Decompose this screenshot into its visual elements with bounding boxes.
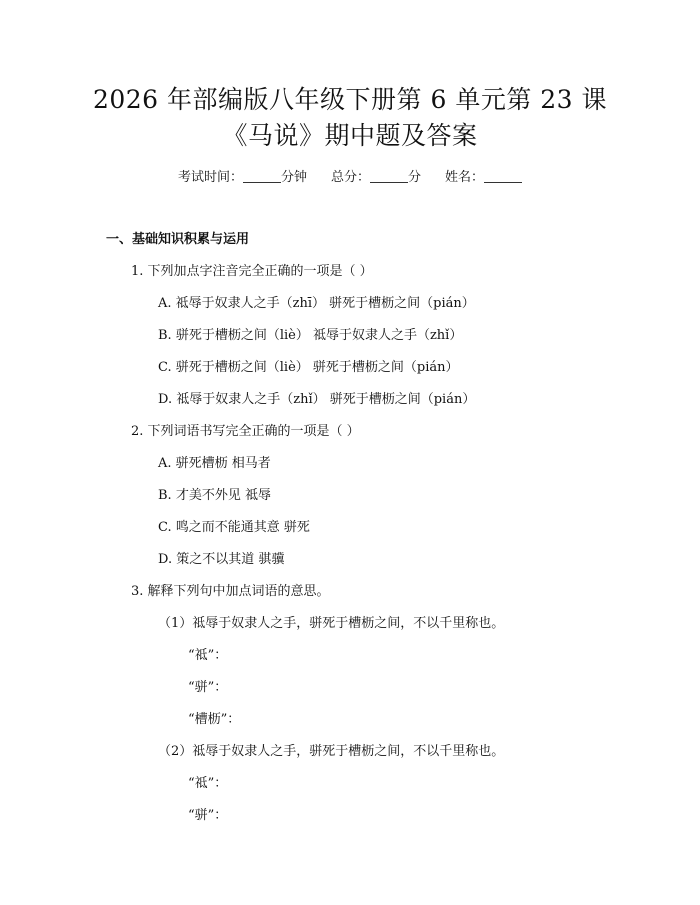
question-2-option-b: B. 才美不外见 祗辱 — [158, 488, 271, 503]
question-3-sub1-item: “槽枥”： — [188, 712, 241, 727]
question-3-sub2-item: “祗”： — [188, 776, 228, 791]
question-3-sub1: （1）祗辱于奴隶人之手，骈死于槽枥之间，不以千里称也。 — [158, 616, 505, 631]
name-label: 姓名： — [445, 170, 485, 185]
question-2-stem: 2. 下列词语书写完全正确的一项是（ ） — [131, 424, 360, 439]
question-3-sub2-item: “骈”： — [188, 808, 228, 823]
question-1-option-c: C. 骈死于槽枥之间（liè） 骈死于槽枥之间（pián） — [158, 360, 459, 375]
question-3-sub1-item: “祗”： — [188, 648, 228, 663]
time-unit: 分钟 — [280, 170, 307, 185]
question-1-option-a: A. 祗辱于奴隶人之手（zhī） 骈死于槽枥之间（pián） — [158, 296, 475, 311]
score-unit: 分 — [408, 170, 422, 185]
question-2-option-c: C. 鸣之而不能通其意 骈死 — [158, 520, 310, 535]
score-label: 总分： — [330, 170, 370, 185]
score-blank — [370, 168, 408, 183]
question-2-option-d: D. 策之不以其道 骐骥 — [158, 552, 285, 567]
question-3-sub2: （2）祗辱于奴隶人之手，骈死于槽枥之间，不以千里称也。 — [158, 744, 505, 759]
question-1-stem: 1. 下列加点字注音完全正确的一项是（ ） — [131, 264, 373, 279]
question-2-option-a: A. 骈死槽枥 相马者 — [158, 456, 271, 471]
question-1-option-d: D. 祗辱于奴隶人之手（zhǐ） 骈死于槽枥之间（pián） — [158, 392, 476, 407]
doc-title-line1: 2026 年部编版八年级下册第 6 单元第 23 课 — [92, 85, 608, 114]
exam-meta — [0, 168, 700, 188]
section-title: 一、基础知识积累与运用 — [106, 232, 250, 247]
doc-title-line2: 《马说》期中题及答案 — [222, 121, 478, 150]
name-blank — [484, 168, 522, 183]
time-label: 考试时间： — [177, 170, 243, 185]
question-3-sub1-item: “骈”： — [188, 680, 228, 695]
question-1-option-b: B. 骈死于槽枥之间（liè） 祗辱于奴隶人之手（zhǐ） — [158, 328, 463, 343]
question-3-stem: 3. 解释下列句中加点词语的意思。 — [131, 584, 330, 599]
time-blank — [243, 168, 281, 183]
